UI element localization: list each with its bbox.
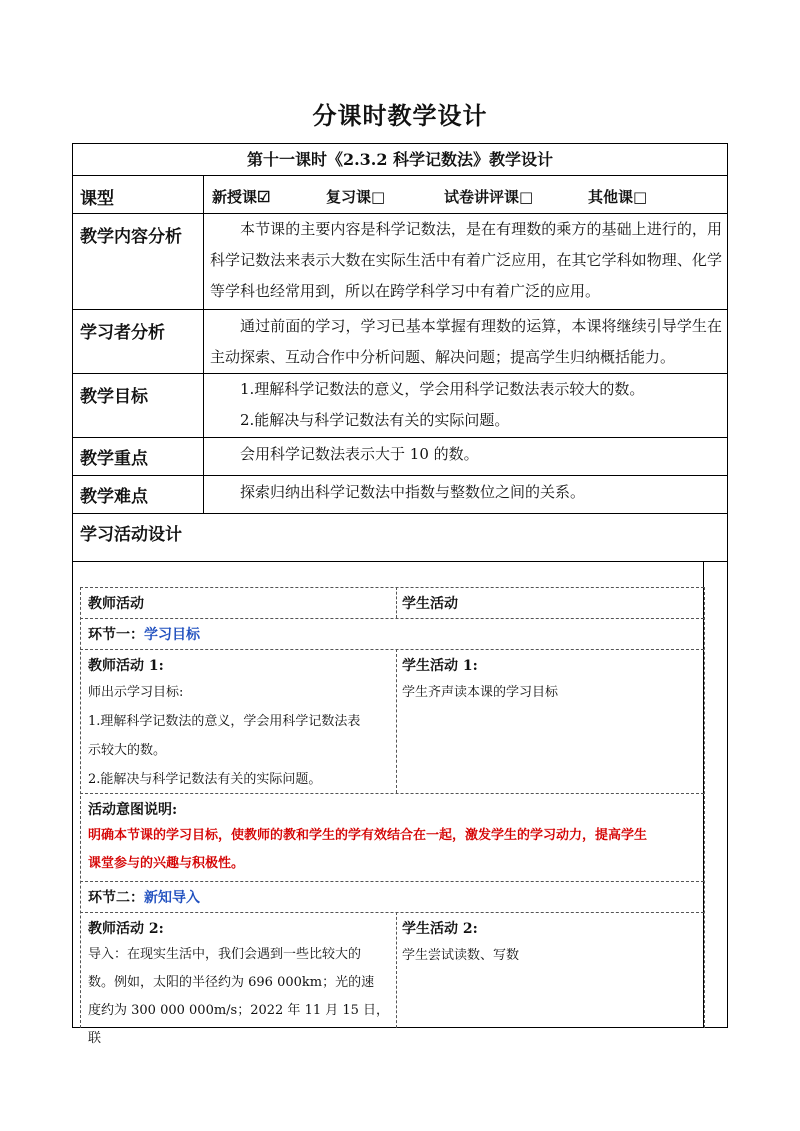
page-title: 分课时教学设计	[312, 101, 488, 130]
difficulty-label: 教学难点	[80, 487, 148, 507]
intent-title: 活动意图说明:	[88, 802, 178, 818]
teacher-activity-2-line: 导入：在现实生活中，我们会遇到一些比较大的	[88, 947, 362, 962]
dashed-divider	[396, 649, 397, 793]
dashed-divider	[396, 912, 397, 1028]
difficulty-text: 探索归纳出科学记数法中指数与整数位之间的关系。	[240, 483, 586, 501]
dashed-divider	[396, 587, 397, 618]
step2-prefix: 环节二：	[88, 890, 144, 906]
dashed-divider	[80, 587, 704, 588]
row-divider	[72, 437, 728, 438]
teacher-activity-2-line: 度约为 300 000 000m/s；2022 年 11 月 15 日，联	[88, 1003, 390, 1046]
key-point-label: 教学重点	[80, 449, 148, 469]
student-activity-1-text: 学生齐声读本课的学习目标	[402, 685, 559, 700]
course-type-option-exam: 试卷讲评课□	[444, 188, 534, 206]
objectives-label: 教学目标	[80, 387, 148, 407]
objective-item: 2.能解决与科学记数法有关的实际问题。	[240, 411, 510, 429]
row-divider	[72, 475, 728, 476]
dashed-divider	[80, 912, 704, 913]
teacher-activity-header: 教师活动	[88, 596, 144, 612]
student-activity-header: 学生活动	[402, 596, 458, 612]
lesson-title: 第十一课时《2.3.2 科学记数法》教学设计	[246, 150, 554, 169]
teacher-activity-1-title: 教师活动 1:	[88, 658, 164, 674]
objective-item: 1.理解科学记数法的意义，学会用科学记数法表示较大的数。	[240, 380, 645, 398]
content-analysis-text: 本节课的主要内容是科学记数法，是在有理数的乘方的基础上进行的，用科学记数法来表示大数在实际生活中有着广泛应用，在其它学科如物理、化学等学科也经常用到，所以在跨学科学习中有着广泛的应用。	[210, 220, 722, 300]
dashed-divider	[80, 587, 81, 1028]
dashed-divider	[704, 587, 705, 1028]
student-activity-1-title: 学生活动 1:	[402, 658, 478, 674]
activity-table	[80, 587, 704, 1046]
row-divider	[72, 309, 728, 310]
key-point-text: 会用科学记数法表示大于 10 的数。	[240, 445, 479, 463]
learner-analysis-label: 学习者分析	[80, 323, 165, 343]
teacher-activity-1-body	[88, 678, 392, 794]
row-divider	[72, 561, 728, 562]
teacher-activity-1-line: 1.理解科学记数法的意义，学会用科学记数法表	[88, 714, 361, 729]
learner-analysis-text: 通过前面的学习，学习已基本掌握有理数的运算，本课将继续引导学生在主动探索、互动合作中分析问题、解决问题；提高学生归纳概括能力。	[210, 317, 722, 366]
intent-text	[88, 822, 700, 878]
step1-heading	[88, 624, 200, 644]
course-type-option-new: 新授课☑	[212, 188, 271, 206]
course-type-option-review: 复习课□	[326, 188, 386, 206]
student-activity-2-text: 学生尝试读数、写数	[402, 948, 520, 963]
dashed-divider	[80, 649, 704, 650]
intent-line: 明确本节课的学习目标，使教师的教和学生的学有效结合在一起，激发学生的学习动力，提高学生	[88, 828, 648, 843]
content-analysis-label: 教学内容分析	[80, 227, 182, 247]
teacher-activity-1-line: 示较大的数。	[88, 743, 167, 758]
step2-heading	[88, 887, 200, 907]
dashed-divider	[80, 881, 704, 882]
teacher-activity-1-line: 师出示学习目标:	[88, 685, 184, 700]
column-divider	[203, 175, 204, 513]
step1-prefix: 环节一：	[88, 627, 144, 643]
activity-design-label: 学习活动设计	[80, 525, 182, 545]
teacher-activity-2-body	[88, 941, 392, 1053]
course-type-option-other: 其他课□	[588, 188, 648, 206]
dashed-divider	[80, 618, 704, 619]
row-divider	[72, 175, 728, 176]
row-divider	[72, 513, 728, 514]
student-activity-2-title: 学生活动 2:	[402, 921, 478, 937]
step2-name: 新知导入	[144, 890, 200, 906]
teacher-activity-1-line: 2.能解决与科学记数法有关的实际问题。	[88, 772, 322, 787]
teacher-activity-2-line: 数。例如，太阳的半径约为 696 000km；光的速	[88, 975, 375, 990]
step1-name: 学习目标	[144, 627, 200, 643]
intent-line: 课堂参与的兴趣与积极性。	[88, 856, 245, 871]
teacher-activity-2-title: 教师活动 2:	[88, 921, 164, 937]
course-type-label: 课型	[80, 189, 114, 209]
